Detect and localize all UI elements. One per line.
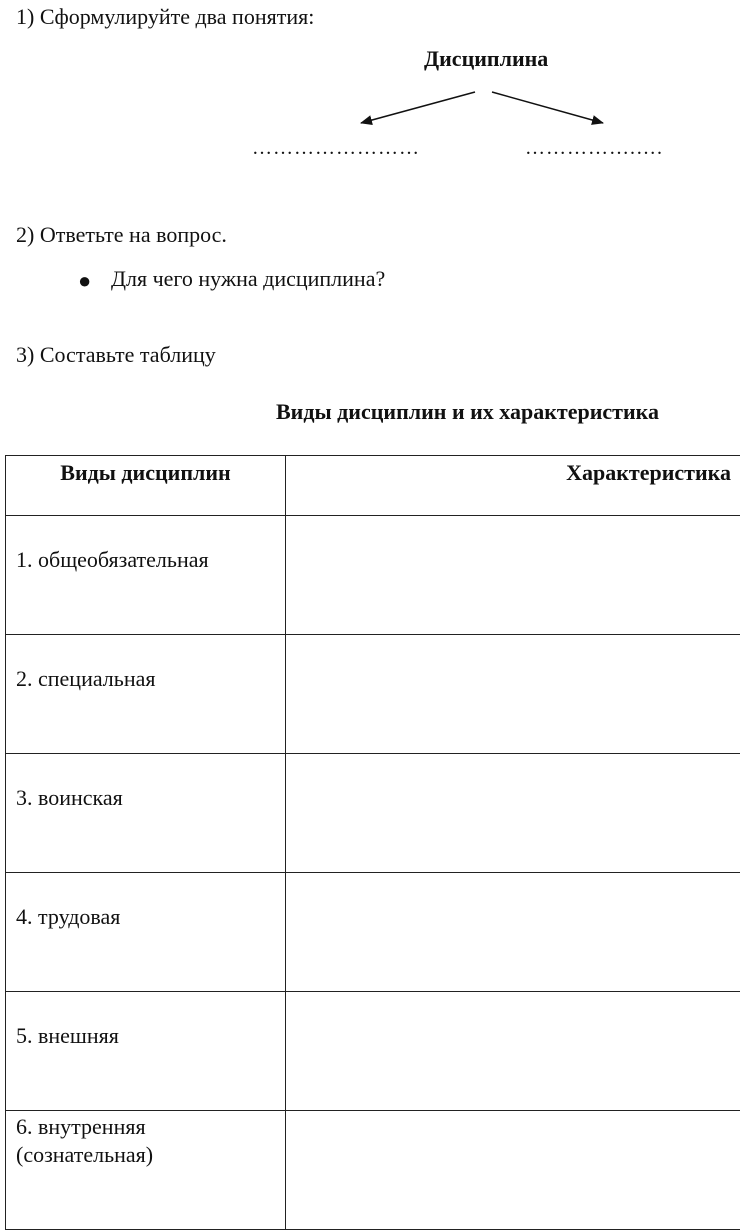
- characteristic-cell[interactable]: [286, 1111, 740, 1230]
- task-1-heading: 1) Сформулируйте два понятия:: [16, 4, 314, 30]
- discipline-name: 5. внешняя: [6, 992, 286, 1111]
- discipline-table: [5, 455, 740, 1230]
- task-3-heading: 3) Составьте таблицу: [16, 342, 216, 368]
- header-types: Виды дисциплин: [6, 456, 286, 516]
- characteristic-cell[interactable]: [286, 992, 740, 1111]
- table-row: [6, 516, 740, 635]
- question-item: Для чего нужна дисциплина?: [111, 266, 385, 292]
- table-row: [6, 754, 740, 873]
- bullet-icon: ●: [78, 268, 91, 294]
- table-row: [6, 992, 740, 1111]
- blank-right[interactable]: …………….….: [525, 137, 663, 160]
- characteristic-cell[interactable]: [286, 516, 740, 635]
- table-row: [6, 1111, 740, 1230]
- table-row: [6, 873, 740, 992]
- concept-title: Дисциплина: [424, 46, 548, 72]
- characteristic-cell[interactable]: [286, 635, 740, 754]
- table-row: [6, 635, 740, 754]
- task-2-heading: 2) Ответьте на вопрос.: [16, 222, 227, 248]
- discipline-name: 2. специальная: [6, 635, 286, 754]
- header-characteristic: Характеристика: [286, 456, 740, 516]
- characteristic-cell[interactable]: [286, 754, 740, 873]
- arrow-left-icon: [361, 92, 475, 123]
- table-title: Виды дисциплин и их характеристика: [276, 399, 659, 425]
- discipline-name: 6. внутренняя (сознательная): [6, 1111, 286, 1230]
- arrow-right-icon: [492, 92, 603, 123]
- table-header-row: [6, 456, 740, 516]
- discipline-name: 1. общеобязательная: [6, 516, 286, 635]
- discipline-name: 4. трудовая: [6, 873, 286, 992]
- discipline-name: 3. воинская: [6, 754, 286, 873]
- blank-left[interactable]: ……………………: [252, 137, 420, 160]
- characteristic-cell[interactable]: [286, 873, 740, 992]
